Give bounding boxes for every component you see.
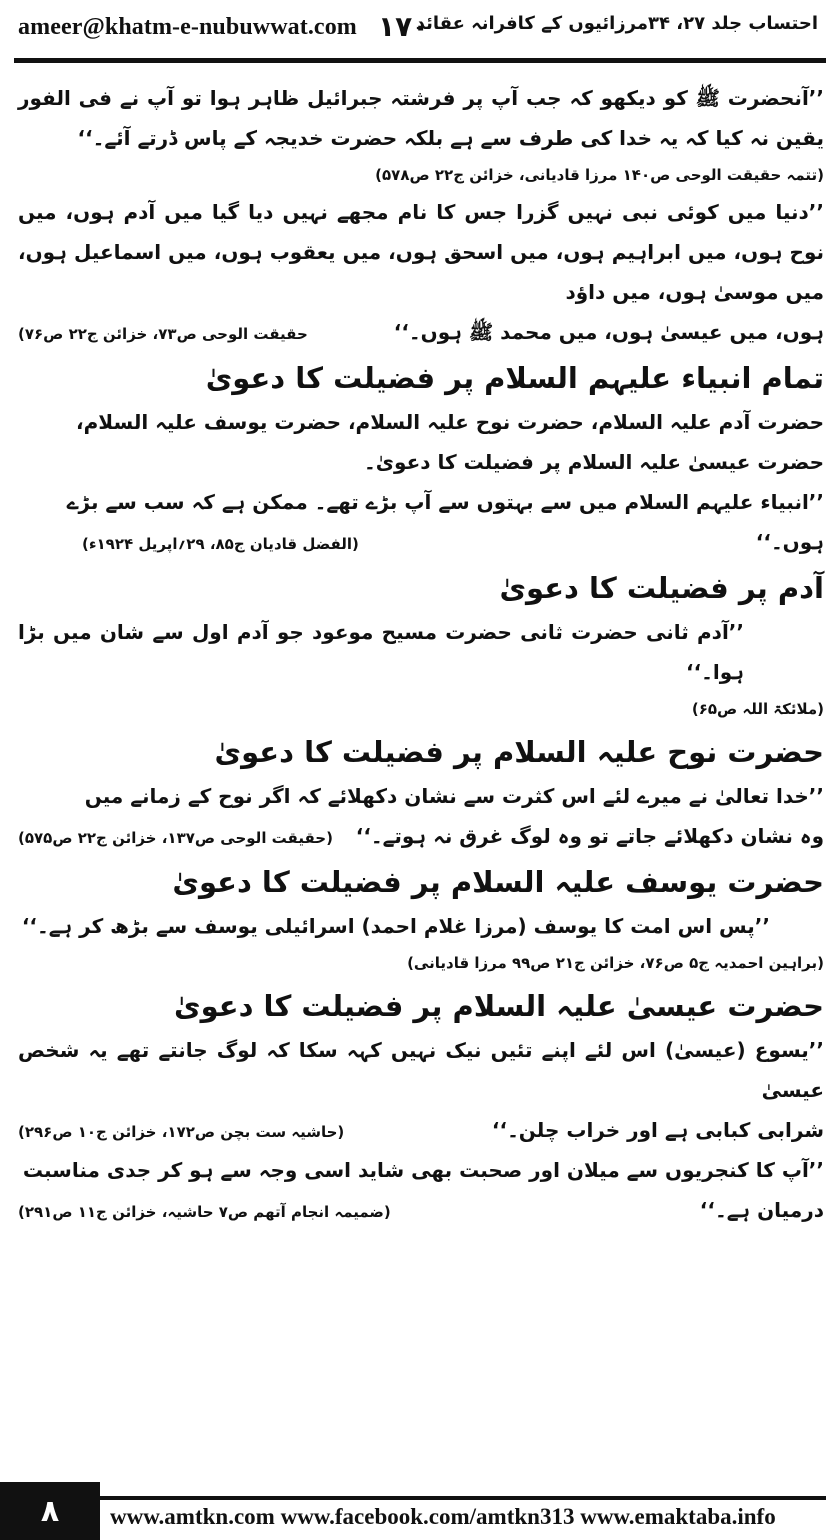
quote-text: وہ نشان دکھلائے جاتے تو وہ لوگ غرق نہ ہوتے۔‘‘ bbox=[355, 824, 824, 848]
quote-line-with-citation bbox=[18, 1110, 824, 1150]
footer-page-badge: ۸ bbox=[0, 1482, 100, 1540]
header-rule bbox=[14, 58, 826, 63]
quote-paragraph: ’’آپ کا کنجریوں سے میلان اور صحبت بھی شاید اسی وجہ سے ہو کر جدی مناسبت bbox=[22, 1158, 824, 1182]
quote-paragraph: ’’آدم ثانی حضرت ثانی حضرت مسیح موعود جو آدم اول سے شان میں بڑا ہوا۔‘‘ bbox=[18, 620, 744, 684]
quote-text: شرابی کبابی ہے اور خراب چلن۔‘‘ bbox=[491, 1118, 824, 1142]
quote-paragraph: ’’آنحضرت ﷺ کو دیکھو کہ جب آپ پر فرشتہ جبرائیل ظاہر ہوا تو آپ نے فی الفور یقین نہ کیا کہ یہ خدا کی طرف سے ہے بلکہ حضرت خدیجہ کے پاس ڈرتے آئے۔‘‘ bbox=[18, 86, 824, 150]
quote-text: ہوں، میں عیسیٰ ہوں، میں محمد ﷺ ہوں۔‘‘ bbox=[393, 320, 824, 344]
footer-urls: www.amtkn.com www.facebook.com/amtkn313 www.emaktaba.info bbox=[110, 1504, 776, 1529]
quote-line-with-citation bbox=[18, 1190, 824, 1230]
quote-paragraph: ’’خدا تعالیٰ نے میرے لئے اس کثرت سے نشان دکھلائے کہ اگر نوح کے زمانے میں bbox=[84, 784, 824, 808]
page-header bbox=[0, 0, 840, 64]
quote-line-with-citation bbox=[18, 312, 824, 352]
citation: (الفضل قادیان ج۸۵، ۲۹؍اپریل ۱۹۲۴ء) bbox=[82, 535, 359, 553]
section-heading: حضرت عیسیٰ علیہ السلام پر فضیلت کا دعویٰ bbox=[174, 989, 824, 1023]
section-heading: حضرت نوح علیہ السلام پر فضیلت کا دعویٰ bbox=[214, 735, 824, 769]
section-heading: حضرت یوسف علیہ السلام پر فضیلت کا دعویٰ bbox=[172, 865, 824, 899]
quote-line-with-citation bbox=[18, 522, 824, 562]
quote-paragraph: ’’یسوع (عیسیٰ) اس لئے اپنے تئیں نیک نہیں کہہ سکا کہ لوگ جانتے تھے یہ شخص عیسیٰ bbox=[18, 1038, 824, 1102]
citation: (حقیقت الوحی ص۱۳۷، خزائن ج۲۲ ص۵۷۵) bbox=[18, 829, 333, 847]
quote-paragraph: ’’انبیاء علیہم السلام میں سے بہتوں سے آپ بڑے تھے۔ ممکن ہے کہ سب سے بڑے bbox=[66, 490, 824, 514]
citation: (حاشیہ ست بچن ص۱۷۲، خزائن ج۱۰ ص۲۹۶) bbox=[18, 1123, 345, 1141]
quote-text: ہوں۔‘‘ bbox=[755, 530, 824, 554]
citation: (تتمہ حقیقت الوحی ص۱۴۰ مرزا قادیانی، خزائن ج۲۲ ص۵۷۸) bbox=[375, 166, 824, 184]
section-heading: تمام انبیاء علیہم السلام پر فضیلت کا دعویٰ bbox=[205, 361, 824, 395]
citation: (ملائکۃ اللہ ص۶۵) bbox=[691, 700, 824, 718]
quote-paragraph: ’’دنیا میں کوئی نبی نہیں گزرا جس کا نام مجھے نہیں دیا گیا میں آدم ہوں، میں نوح ہوں، میں ابراہیم ہوں، میں اسحق ہوں، میں یعقوب ہوں، میں اسماعیل ہوں، میں موسیٰ ہوں، میں داؤد bbox=[18, 200, 824, 304]
quote-paragraph: ’’پس اس امت کا یوسف (مرزا غلام احمد) اسرائیلی یوسف سے بڑھ کر ہے۔‘‘ bbox=[21, 914, 770, 938]
page-number: ۱۷۰ bbox=[378, 10, 430, 43]
quote-text: درمیان ہے۔‘‘ bbox=[699, 1198, 824, 1222]
citation: (براہین احمدیہ ج۵ ص۷۶، خزائن ج۲۱ ص۹۹ مرزا قادیانی) bbox=[407, 954, 824, 972]
page-footer bbox=[0, 1482, 840, 1540]
citation: (ضمیمہ انجام آتھم ص۷ حاشیہ، خزائن ج۱۱ ص۲۹۱) bbox=[18, 1203, 391, 1221]
citation: حقیقت الوحی ص۷۳، خزائن ج۲۲ ص۷۶) bbox=[18, 325, 308, 343]
header-email: ameer@khatm-e-nubuwwat.com bbox=[18, 14, 357, 40]
page-body bbox=[18, 78, 824, 1230]
quote-line-with-citation bbox=[18, 816, 824, 856]
body-paragraph: حضرت آدم علیہ السلام، حضرت نوح علیہ السلام، حضرت یوسف علیہ السلام، حضرت عیسیٰ علیہ السلام پر فضیلت کا دعویٰ۔ bbox=[76, 410, 824, 474]
running-title: احتساب جلد ۲۷، ۳۴مرزائیوں کے کافرانہ عقائد bbox=[415, 13, 818, 34]
section-heading: آدم پر فضیلت کا دعویٰ bbox=[499, 571, 824, 605]
footer-rule bbox=[100, 1496, 826, 1500]
